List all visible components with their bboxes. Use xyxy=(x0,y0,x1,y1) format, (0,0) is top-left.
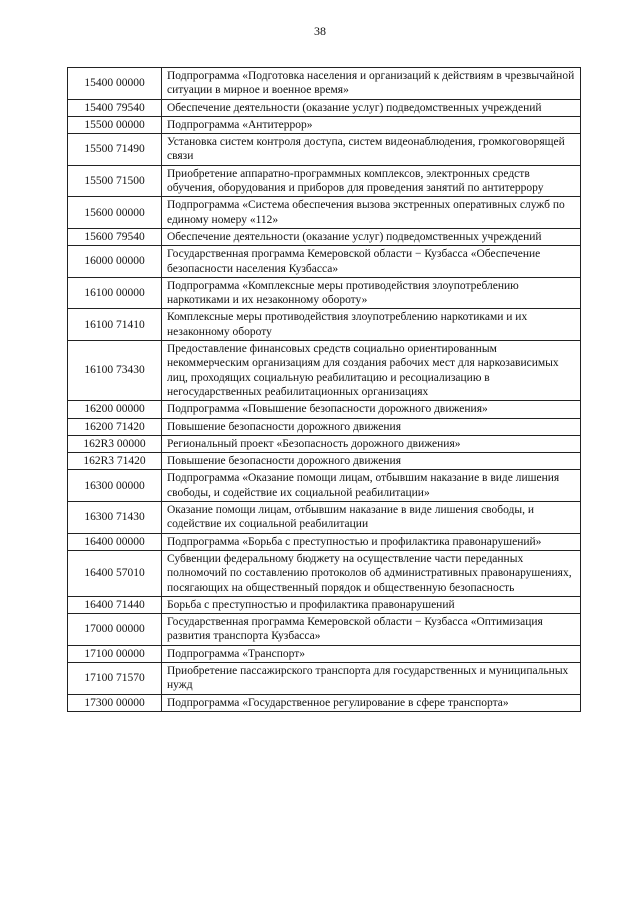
table-row xyxy=(68,116,581,133)
table-row xyxy=(68,99,581,116)
row-description: Подпрограмма «Государственное регулирование в сфере транспорта» xyxy=(162,694,581,711)
row-description: Предоставление финансовых средств социально ориентированным некоммерческим организациям для создания рабочих мест для наркозависимых лиц, проходящих социальную реабилитацию и ресоциализацию в негосударственных реабилитационных организациях xyxy=(162,341,581,401)
row-description: Повышение безопасности дорожного движения xyxy=(162,453,581,470)
row-code: 162R3 00000 xyxy=(68,435,162,452)
table-row xyxy=(68,596,581,613)
row-description: Приобретение аппаратно-программных комплексов, электронных средств обучения, оборудования и приборов для проведения занятий по антитеррору xyxy=(162,165,581,197)
row-description: Государственная программа Кемеровской области − Кузбасса «Обеспечение безопасности населения Кузбасса» xyxy=(162,246,581,278)
row-code: 162R3 71420 xyxy=(68,453,162,470)
row-code: 17100 71570 xyxy=(68,662,162,694)
table-row xyxy=(68,453,581,470)
table-row xyxy=(68,246,581,278)
row-description: Подпрограмма «Подготовка населения и организаций к действиям в чрезвычайной ситуации в мирное и военное время» xyxy=(162,68,581,100)
row-code: 16400 00000 xyxy=(68,533,162,550)
row-code: 15400 00000 xyxy=(68,68,162,100)
table-row xyxy=(68,418,581,435)
row-description: Приобретение пассажирского транспорта для государственных и муниципальных нужд xyxy=(162,662,581,694)
table-row xyxy=(68,68,581,100)
row-description: Подпрограмма «Антитеррор» xyxy=(162,116,581,133)
row-description: Оказание помощи лицам, отбывшим наказание в виде лишения свободы, и содействие их социальной реабилитации xyxy=(162,502,581,534)
row-description: Подпрограмма «Комплексные меры противодействия злоупотреблению наркотиками и их незаконному обороту» xyxy=(162,277,581,309)
row-code: 15500 71500 xyxy=(68,165,162,197)
row-description: Подпрограмма «Повышение безопасности дорожного движения» xyxy=(162,401,581,418)
row-code: 17100 00000 xyxy=(68,645,162,662)
row-description: Государственная программа Кемеровской области − Кузбасса «Оптимизация развития транспорта Кузбасса» xyxy=(162,614,581,646)
row-code: 16100 71410 xyxy=(68,309,162,341)
row-code: 15600 00000 xyxy=(68,197,162,229)
table-row xyxy=(68,470,581,502)
row-description: Подпрограмма «Система обеспечения вызова экстренных оперативных служб по единому номеру «112» xyxy=(162,197,581,229)
table-row xyxy=(68,401,581,418)
row-code: 16200 00000 xyxy=(68,401,162,418)
row-code: 15600 79540 xyxy=(68,228,162,245)
table-row xyxy=(68,435,581,452)
table-row xyxy=(68,197,581,229)
table-row xyxy=(68,614,581,646)
row-code: 16100 00000 xyxy=(68,277,162,309)
row-code: 16300 71430 xyxy=(68,502,162,534)
row-description: Установка систем контроля доступа, систем видеонаблюдения, громкоговорящей связи xyxy=(162,134,581,166)
row-description: Комплексные меры противодействия злоупотреблению наркотиками и их незаконному обороту xyxy=(162,309,581,341)
table-row xyxy=(68,134,581,166)
table-row xyxy=(68,533,581,550)
table-row xyxy=(68,165,581,197)
table-row xyxy=(68,277,581,309)
row-code: 16400 71440 xyxy=(68,596,162,613)
row-code: 16400 57010 xyxy=(68,550,162,596)
row-description: Обеспечение деятельности (оказание услуг) подведомственных учреждений xyxy=(162,228,581,245)
table-row xyxy=(68,645,581,662)
row-code: 16100 73430 xyxy=(68,341,162,401)
row-code: 17000 00000 xyxy=(68,614,162,646)
table-row xyxy=(68,228,581,245)
row-code: 16200 71420 xyxy=(68,418,162,435)
table-row xyxy=(68,550,581,596)
table-row xyxy=(68,694,581,711)
row-description: Региональный проект «Безопасность дорожного движения» xyxy=(162,435,581,452)
row-code: 15500 71490 xyxy=(68,134,162,166)
table-row xyxy=(68,502,581,534)
row-code: 15500 00000 xyxy=(68,116,162,133)
row-code: 16300 00000 xyxy=(68,470,162,502)
row-description: Борьба с преступностью и профилактика правонарушений xyxy=(162,596,581,613)
table-row xyxy=(68,341,581,401)
classification-table xyxy=(67,67,581,712)
row-code: 16000 00000 xyxy=(68,246,162,278)
table-row xyxy=(68,662,581,694)
row-description: Подпрограмма «Транспорт» xyxy=(162,645,581,662)
page-number: 38 xyxy=(314,24,326,38)
row-description: Повышение безопасности дорожного движения xyxy=(162,418,581,435)
row-description: Подпрограмма «Оказание помощи лицам, отбывшим наказание в виде лишения свободы, и содействие их социальной реабилитации» xyxy=(162,470,581,502)
table-row xyxy=(68,309,581,341)
row-description: Обеспечение деятельности (оказание услуг) подведомственных учреждений xyxy=(162,99,581,116)
table-body xyxy=(68,68,581,712)
row-code: 15400 79540 xyxy=(68,99,162,116)
row-description: Подпрограмма «Борьба с преступностью и профилактика правонарушений» xyxy=(162,533,581,550)
row-description: Субвенции федеральному бюджету на осуществление части переданных полномочий по составлению протоколов об административных правонарушениях, посягающих на общественный порядок и общественную безопасность xyxy=(162,550,581,596)
row-code: 17300 00000 xyxy=(68,694,162,711)
